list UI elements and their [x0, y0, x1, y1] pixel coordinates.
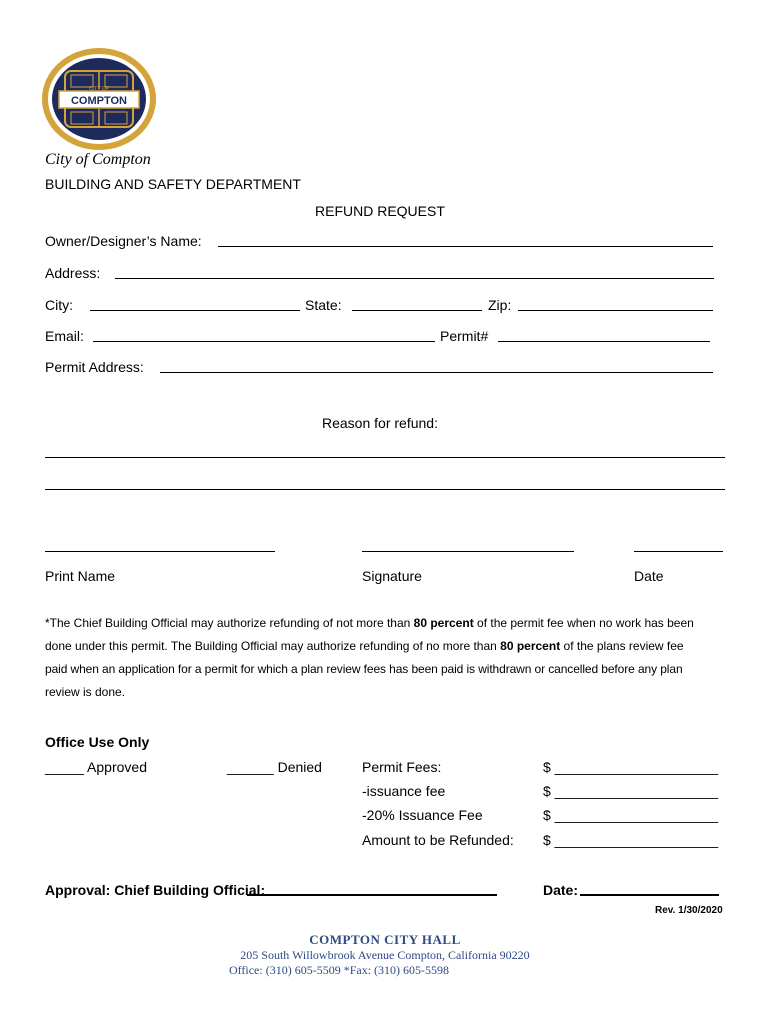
permit-number-field[interactable]	[498, 341, 710, 342]
fee-value-refund-amount[interactable]: $ _____________________	[543, 832, 719, 848]
logo-text-top: CITY OF	[89, 86, 109, 92]
date-label: Date	[634, 568, 664, 584]
fee-label-issuance: -issuance fee	[362, 783, 446, 799]
notice-line-1: *The Chief Building Official may authorize refunding of not more than 80 percent of the permit fee when no work has been	[45, 616, 694, 630]
reason-label: Reason for refund:	[322, 415, 438, 431]
form-title: REFUND REQUEST	[315, 203, 445, 219]
revision-date: Rev. 1/30/2020	[655, 905, 723, 916]
permit-address-label: Permit Address:	[45, 359, 144, 375]
print-name-field[interactable]	[45, 551, 275, 552]
office-use-title: Office Use Only	[45, 734, 150, 750]
approval-date-label: Date:	[543, 882, 579, 898]
owner-name-field[interactable]	[218, 246, 713, 247]
logo-text-main: COMPTON	[70, 95, 128, 107]
permit-number-label: Permit#	[440, 328, 489, 344]
state-field[interactable]	[352, 310, 482, 311]
refund-notice	[45, 612, 730, 704]
permit-address-field[interactable]	[160, 372, 713, 373]
footer-address: 205 South Willowbrook Avenue Compton, California 90220	[240, 948, 530, 962]
city-label: City:	[45, 297, 73, 313]
fee-value-20-percent[interactable]: $ _____________________	[543, 807, 719, 823]
department-name: BUILDING AND SAFETY DEPARTMENT	[45, 176, 301, 192]
print-name-label: Print Name	[45, 568, 116, 584]
notice-line-2: done under this permit. The Building Official may authorize refunding of no more than 80 percent of the plans review fee	[45, 639, 684, 653]
fee-label-refund-amount: Amount to be Refunded:	[362, 832, 514, 848]
owner-name-label: Owner/Designer’s Name:	[45, 233, 202, 249]
address-label: Address:	[45, 265, 101, 281]
approval-date-field[interactable]	[580, 894, 719, 896]
reason-line-1[interactable]	[45, 457, 725, 458]
fee-value-permit[interactable]: $ _____________________	[543, 759, 719, 775]
signature-field[interactable]	[362, 551, 574, 552]
signature-label: Signature	[362, 568, 422, 584]
email-label: Email:	[45, 328, 84, 344]
date-field[interactable]	[634, 551, 723, 552]
fee-label-20-percent: -20% Issuance Fee	[362, 807, 483, 823]
approved-checkbox[interactable]: _____ Approved	[45, 759, 147, 775]
state-label: State:	[305, 297, 342, 313]
fee-label-permit: Permit Fees:	[362, 759, 442, 775]
notice-line-3: paid when an application for a permit for which a plan review fees has been paid is withdrawn or cancelled before any plan	[45, 662, 683, 676]
notice-line-4: review is done.	[45, 685, 126, 699]
approval-label: Approval: Chief Building Official:	[45, 882, 266, 898]
city-field[interactable]	[90, 310, 300, 311]
city-seal-logo	[41, 47, 157, 151]
address-field[interactable]	[115, 278, 714, 279]
zip-label: Zip:	[488, 297, 512, 313]
approval-signature-field[interactable]	[247, 894, 497, 896]
footer-contact: Office: (310) 605-5509 *Fax: (310) 605-5598	[228, 963, 450, 977]
fee-value-issuance[interactable]: $ _____________________	[543, 783, 719, 799]
city-name: City of Compton	[45, 151, 151, 168]
denied-checkbox[interactable]: ______ Denied	[227, 759, 322, 775]
footer-title: COMPTON CITY HALL	[309, 932, 461, 947]
zip-field[interactable]	[518, 310, 713, 311]
reason-line-2[interactable]	[45, 489, 725, 490]
email-field[interactable]	[93, 341, 435, 342]
